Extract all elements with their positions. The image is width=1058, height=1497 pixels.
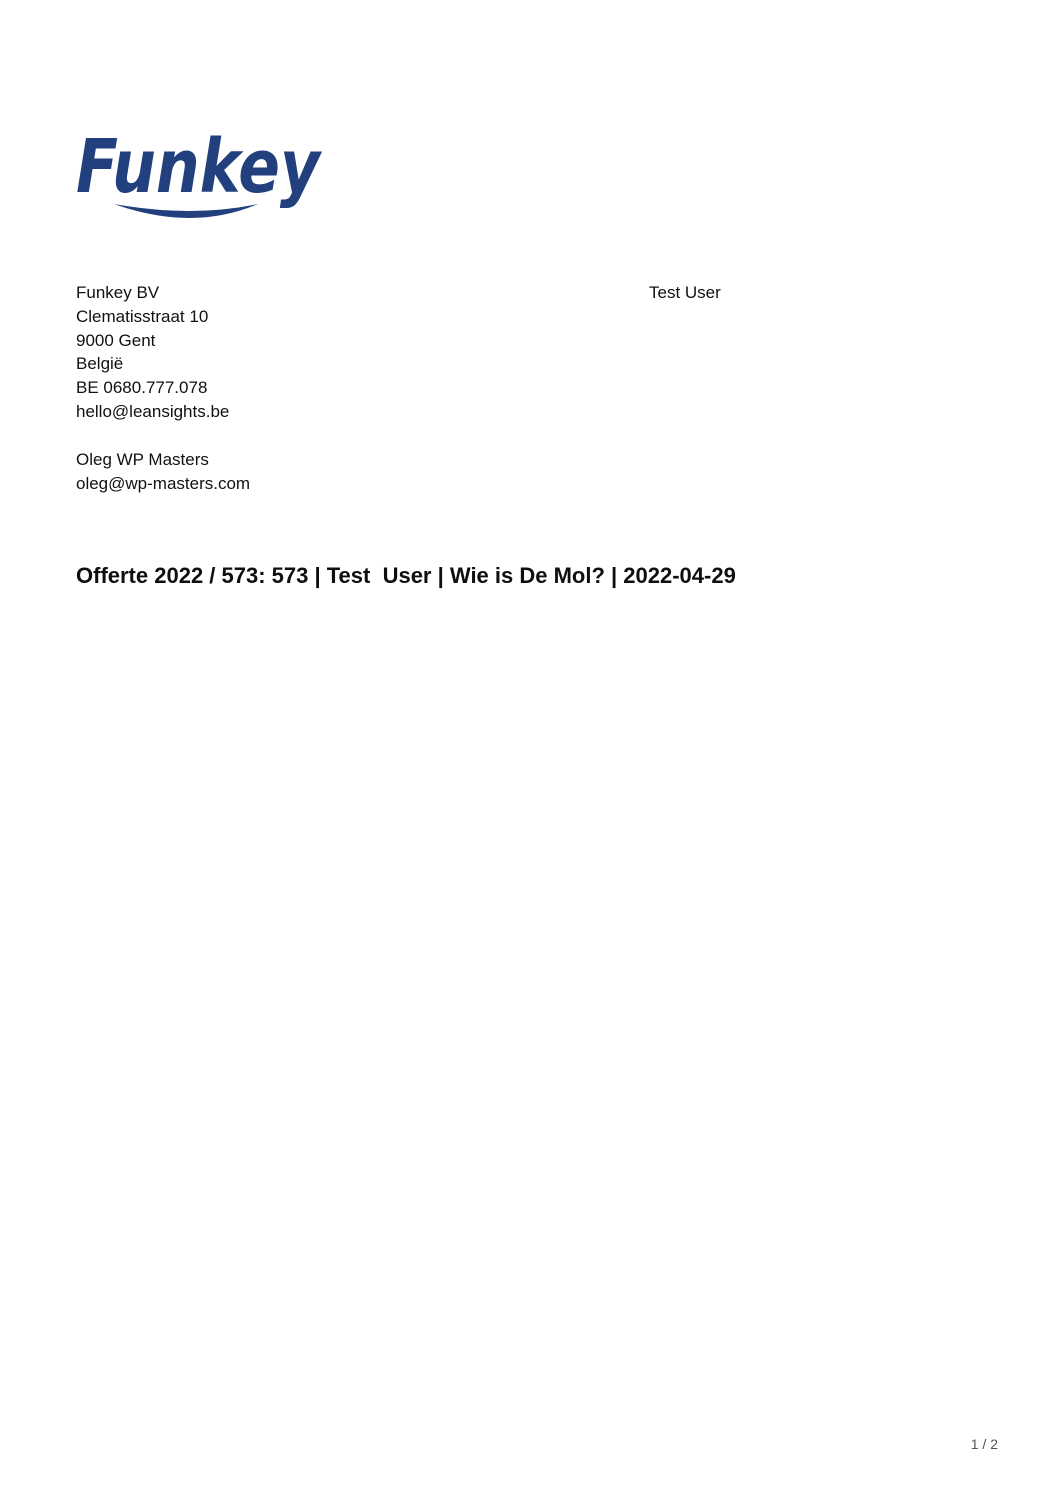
contact-person [76, 448, 250, 496]
sender-vat-number: BE 0680.777.078 [76, 378, 208, 398]
sender-address [76, 281, 229, 424]
contact-name: Oleg WP Masters [76, 450, 209, 469]
contact-email: oleg@wp-masters.com [76, 474, 251, 493]
funkey-logo-svg [76, 118, 322, 226]
sender-email: hello@leansights.be [76, 401, 230, 421]
logo-wordmark: Funkey [76, 124, 323, 210]
sender-company: Funkey BV [76, 283, 160, 302]
recipient-name: Test User [649, 283, 721, 302]
offer-title: Offerte 2022 / 573: 573 | Test User | Wie is De Mol? | 2022-04-29 [76, 563, 736, 588]
sender-country: België [76, 354, 124, 374]
sender-street: Clematisstraat 10 [76, 306, 209, 326]
sender-city: 9000 Gent [76, 330, 156, 350]
funkey-logo [76, 118, 322, 226]
page-number: 1 / 2 [970, 1436, 998, 1452]
